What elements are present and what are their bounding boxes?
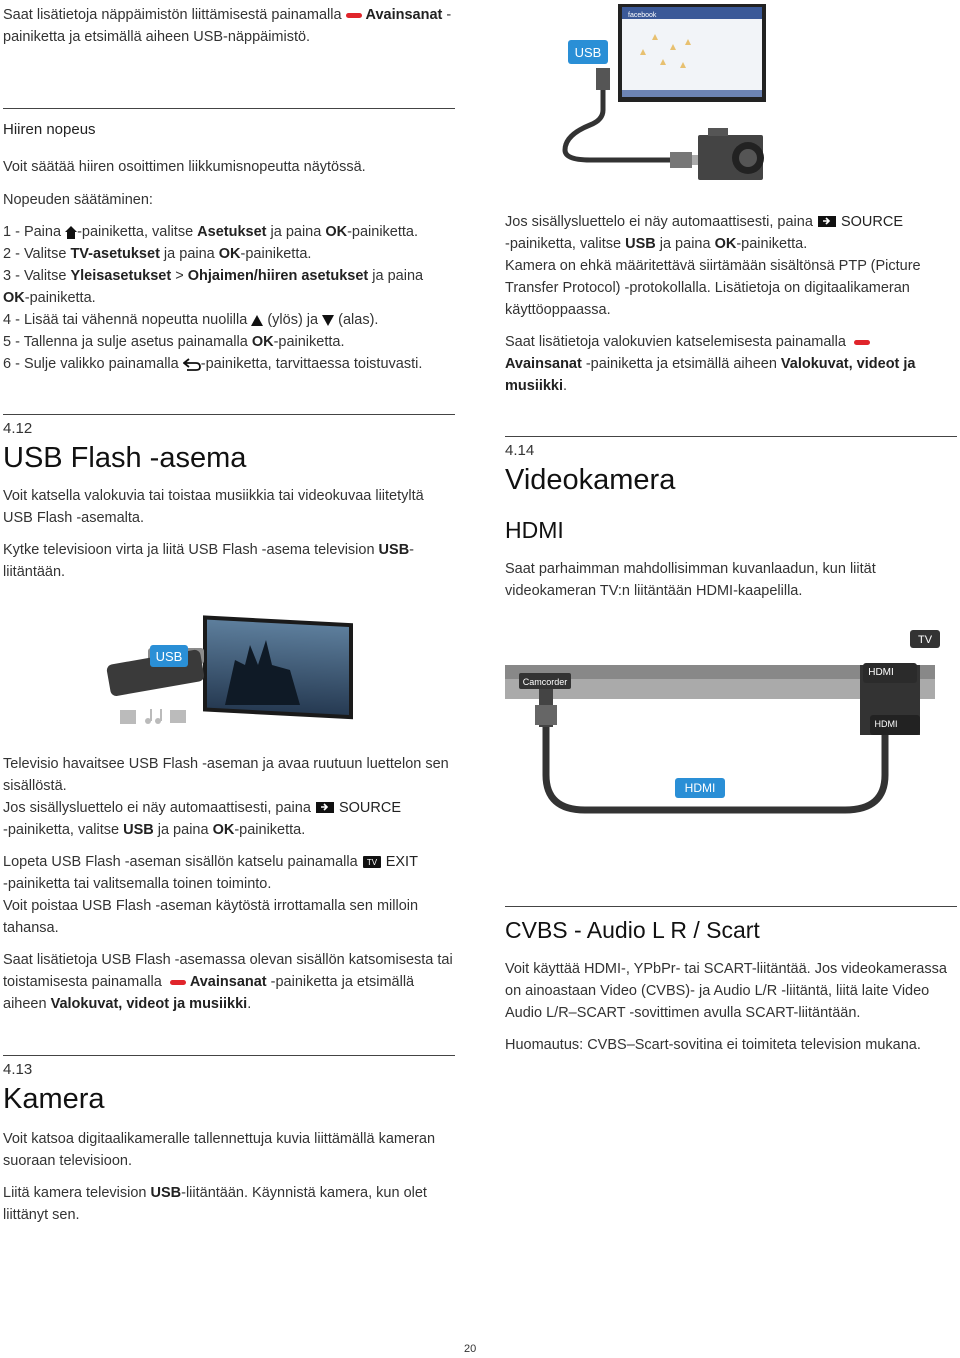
step-2: 2 - Valitse TV-asetukset ja paina OK-painiketta. xyxy=(3,246,312,262)
camera-section xyxy=(3,1061,455,1226)
usb-flash-illustration xyxy=(100,605,360,730)
hdmi-illustration xyxy=(505,625,945,825)
hdmi-port-label: HDMI xyxy=(874,719,898,729)
red-key-icon xyxy=(170,980,186,985)
mouse-speed-heading: Hiiren nopeus xyxy=(3,121,96,138)
usb-source-text: Jos sisällysluettelo ei näy automaattisesti, paina SOURCE -painiketta, valitse USB ja paina OK-painiketta. xyxy=(3,800,401,838)
step-5: 5 - Tallenna ja sulje asetus painamalla OK-painiketta. xyxy=(3,334,345,350)
hdmi-cable-label: HDMI xyxy=(684,781,716,795)
camcorder-label: Camcorder xyxy=(522,677,568,687)
usb-intro: Voit katsella valokuvia tai toistaa musiikkia tai videokuvaa liitetyltä USB Flash -asemalta. xyxy=(3,488,424,526)
cvbs-heading: CVBS - Audio L R / Scart xyxy=(505,917,760,943)
step-1: 1 - Paina -painiketta, valitse Asetukset ja paina OK-painiketta. xyxy=(3,224,419,240)
tv-icon xyxy=(362,855,382,869)
camera-connect-text: Liitä kamera television USB-liitäntään. Käynnistä kamera, kun olet liittänyt sen. xyxy=(3,1185,427,1223)
camcorder-section xyxy=(505,442,955,602)
camera-keywords-text: Saat lisätietoja valokuvien katselemisesta painamalla Avainsanat -painiketta ja etsimällä aiheen Valokuvat, videot ja musiikki. xyxy=(505,334,916,394)
usb-connect-text: Kytke televisioon virta ja liitä USB Flash -asema television USB-liitäntään. xyxy=(3,542,415,580)
arrow-up-icon xyxy=(251,315,263,326)
section-number: 4.13 xyxy=(3,1061,33,1078)
usb-flash-section xyxy=(3,420,455,583)
camera-section-continued xyxy=(505,211,955,397)
divider xyxy=(505,906,957,907)
red-key-icon xyxy=(854,340,870,345)
divider xyxy=(3,108,455,109)
divider xyxy=(505,436,957,437)
svg-text:TV: TV xyxy=(366,858,377,868)
section-number: 4.14 xyxy=(505,442,535,459)
red-key-icon xyxy=(346,13,362,18)
usb-keywords-text: Saat lisätietoja USB Flash -asemassa olevan sisällön katsomisesta tai toistamisesta painamalla Avainsanat -painiketta ja etsimällä aiheen Valokuvat, videot ja musiikki. xyxy=(3,952,453,1012)
back-icon xyxy=(183,358,201,371)
cvbs-text: Voit käyttää HDMI-, YPbPr- tai SCART-liitäntää. Jos videokamerassa on ainoastaan Video (CVBS)- ja Audio L/R -liitäntä, liitä laite Video Audio L/R–SCART -sovittimen avulla SCART-liitäntään. xyxy=(505,961,947,1021)
usb-badge-label: USB xyxy=(574,45,602,60)
camera-source-text: Jos sisällysluettelo ei näy automaattisesti, paina SOURCE -painiketta, valitse USB ja paina OK-painiketta. xyxy=(505,214,903,252)
section-number: 4.12 xyxy=(3,420,33,437)
source-icon xyxy=(315,801,335,815)
facebook-label: facebook xyxy=(628,12,657,19)
divider xyxy=(3,414,455,415)
step-3: 3 - Valitse Yleisasetukset > Ohjaimen/hiiren asetukset ja paina OK-painiketta. xyxy=(3,268,424,306)
arrow-down-icon xyxy=(322,315,334,326)
hdmi-port-label: HDMI xyxy=(868,667,894,678)
usb-badge-label: USB xyxy=(155,649,183,664)
divider xyxy=(3,1055,455,1056)
usb-exit-text: Lopeta USB Flash -aseman sisällön katselu painamalla TV EXIT -painiketta tai valitsemalla toinen toiminto. xyxy=(3,854,418,892)
adjust-label: Nopeuden säätäminen: xyxy=(3,192,153,208)
left-column xyxy=(3,4,455,48)
camera-intro: Voit katsoa digitaalikameralle tallennettuja kuvia liittämällä kameran suoraan televisioon. xyxy=(3,1131,436,1169)
source-icon xyxy=(817,215,837,229)
mouse-speed-intro: Voit säätää hiiren osoittimen liikkumisnopeutta näytössä. xyxy=(3,159,366,175)
camera-usb-illustration xyxy=(560,0,770,190)
usb-detect-text: Televisio havaitsee USB Flash -aseman ja avaa ruutuun luettelon sen sisällöstä. xyxy=(3,756,449,794)
mouse-speed-section xyxy=(3,119,455,375)
section-title: USB Flash -asema xyxy=(3,442,247,474)
step-6: 6 - Sulje valikko painamalla -painiketta, tarvittaessa toistuvasti. xyxy=(3,356,423,372)
camera-ptp-text: Kamera on ehkä määritettävä siirtämään sisältönsä PTP (Picture Transfer Protocol) -protokollalla. Lisätietoja on digitaalikameran käyttöoppaassa. xyxy=(505,258,921,318)
hdmi-heading: HDMI xyxy=(505,517,564,543)
cvbs-section xyxy=(505,917,960,1056)
usb-flash-section-continued xyxy=(3,753,455,1015)
cvbs-note: Huomautus: CVBS–Scart-sovitina ei toimiteta television mukana. xyxy=(505,1037,921,1053)
tv-label: TV xyxy=(917,634,933,646)
section-title: Kamera xyxy=(3,1083,105,1115)
keyboard-info-text: Saat lisätietoja näppäimistön liittämisestä painamalla Avainsanat -painiketta ja etsimällä aiheen USB-näppäimistö. xyxy=(3,7,452,45)
step-4: 4 - Lisää tai vähennä nopeutta nuolilla (ylös) ja (alas). xyxy=(3,312,379,328)
usb-remove-text: Voit poistaa USB Flash -aseman käytöstä irrottamalla sen milloin tahansa. xyxy=(3,898,419,936)
media-icons xyxy=(120,709,186,724)
section-title: Videokamera xyxy=(505,464,676,496)
hdmi-intro: Saat parhaimman mahdollisimman kuvanlaadun, kun liität videokameran TV:n liitäntään HDMI-kaapelilla. xyxy=(505,561,876,599)
home-icon xyxy=(65,226,77,239)
page-number: 20 xyxy=(464,1343,477,1355)
